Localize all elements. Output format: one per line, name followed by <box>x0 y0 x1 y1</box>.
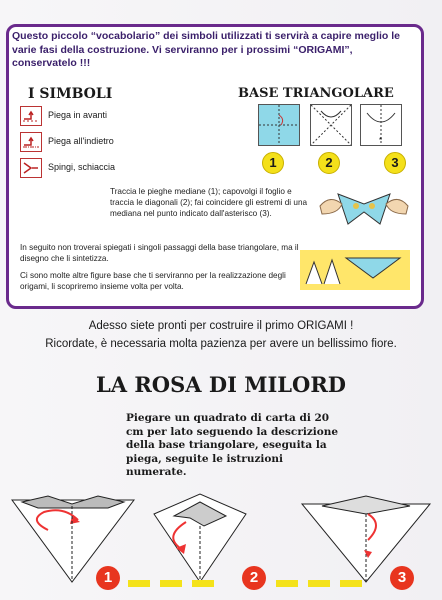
lead-line-2: Ricordate, è necessaria molta pazienza per avere un bellissimo fiore. <box>45 338 397 350</box>
symbols-heading: I SIMBOLI <box>28 86 113 102</box>
lead-line-1: Adesso siete pronti per costruire il primo ORIGAMI ! <box>88 320 354 332</box>
push-squash-icon <box>20 158 42 178</box>
step-dash <box>276 580 298 587</box>
base-step1-figure <box>258 104 300 146</box>
rose-step3-diagram <box>298 494 434 584</box>
lead-text <box>0 317 442 353</box>
page-title: LA ROSA DI MILORD <box>95 372 347 397</box>
yellow-result-panel <box>300 250 410 290</box>
step-dash <box>160 580 182 587</box>
fold-forward-icon <box>20 106 42 126</box>
rose-step2-diagram <box>150 492 250 584</box>
svg-text:*: * <box>379 136 383 145</box>
hands-fold-illustration <box>318 184 410 236</box>
base-step-number: 1 <box>262 152 284 174</box>
fold-back-icon <box>20 132 42 152</box>
base-step2-figure <box>310 104 352 146</box>
base-step3-figure <box>360 104 402 146</box>
base-step-number: 2 <box>318 152 340 174</box>
symbol-push-squash <box>20 158 180 178</box>
step-number-badge: 2 <box>242 566 266 590</box>
base-step-number: 3 <box>384 152 406 174</box>
step-dash <box>192 580 214 587</box>
base-text-1: Traccia le pieghe mediane (1); capovolgi il foglio e traccia le diagonali (2); fai coincidere gli estremi di una mediana nel punto indicato dall'asterisco (3). <box>110 187 308 218</box>
symbol-label: Spingi, schiaccia <box>48 162 116 172</box>
symbol-fold-forward <box>20 106 180 126</box>
intro-text: Questo piccolo “vocabolario” dei simboli utilizzati ti servirà a capire meglio le varie fasi della costruzione. Vi serviranno per i prossimi “ORIGAMI”, conservatelo !!! <box>12 30 401 69</box>
symbol-label: Piega in avanti <box>48 110 108 120</box>
step-number-badge: 1 <box>96 566 120 590</box>
step-number-badge: 3 <box>390 566 414 590</box>
step-dash <box>340 580 362 587</box>
symbol-fold-back <box>20 132 180 152</box>
base-heading: BASE TRIANGOLARE <box>238 86 394 101</box>
step-dash <box>308 580 330 587</box>
base-text-3: Ci sono molte altre figure base che ti serviranno per la realizzazione degli origami, li scopriremo insieme volta per volta. <box>20 271 286 291</box>
base-text-2: In seguito non troverai spiegati i singoli passaggi della base triangolare, ma il disegno che li sintetizza. <box>20 243 299 263</box>
symbol-label: Piega all'indietro <box>48 136 114 146</box>
rose-step1-diagram <box>8 494 138 584</box>
step-dash <box>128 580 150 587</box>
instruction-text: Piegare un quadrato di carta di 20 cm per lato seguendo la descrizione della base triangolare, eseguita la piega, seguite le istruzioni numerate. <box>126 412 339 478</box>
